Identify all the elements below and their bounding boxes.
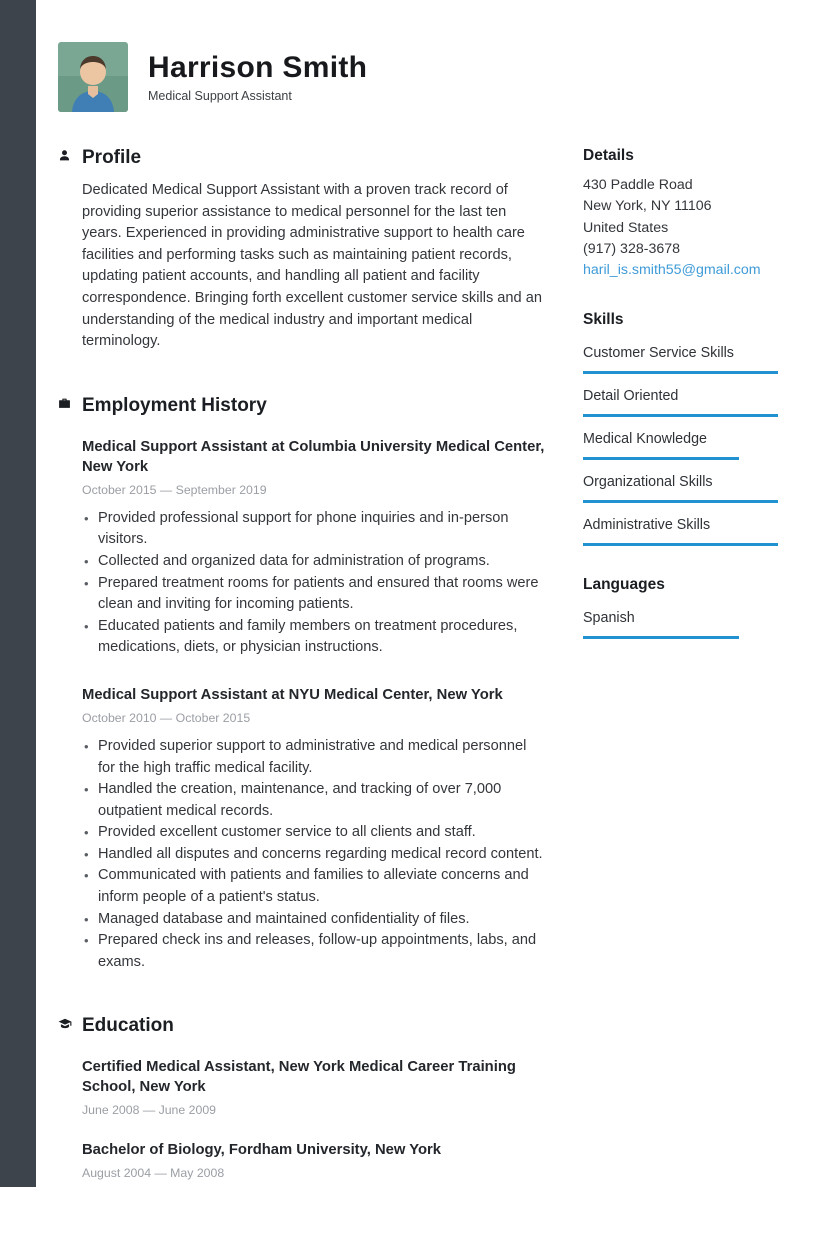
language-bar: [583, 636, 778, 639]
languages-heading: Languages: [583, 576, 665, 594]
job-bullet: • Collected and organized data for administration of programs.: [82, 551, 547, 573]
header-text: [148, 51, 367, 103]
person-job-title: Medical Support Assistant: [148, 89, 292, 103]
skill-label: Administrative Skills: [583, 517, 711, 534]
email-link[interactable]: haril_is.smith55@gmail.com: [583, 262, 761, 279]
skills-block: [583, 309, 778, 546]
briefcase-icon: [58, 393, 82, 974]
left-accent-strip: [0, 0, 36, 1187]
skill-bar: [583, 500, 778, 503]
details-heading: Details: [583, 147, 634, 164]
education-dates: June 2008 — June 2009: [82, 1103, 217, 1118]
person-name: Harrison Smith: [148, 51, 368, 84]
education-body: [82, 1013, 547, 1180]
profile-photo-image: [58, 42, 128, 112]
education-title: Bachelor of Biology, Fordham University, New York: [82, 1142, 442, 1159]
content-columns: [58, 145, 778, 1180]
skill-label: Customer Service Skills: [583, 345, 734, 362]
section-employment: [58, 393, 547, 974]
person-icon: [58, 145, 82, 353]
language-bar-fill: [583, 636, 739, 639]
languages-block: [583, 574, 778, 639]
skill-bar: [583, 414, 778, 417]
education-dates: August 2004 — May 2008: [82, 1166, 225, 1181]
details-block: [583, 145, 778, 281]
skill-bar-fill: [583, 500, 778, 503]
job-title: Medical Support Assistant at NYU Medical Center, New York: [82, 686, 503, 703]
job-bullet: • Provided excellent customer service to all clients and staff.: [82, 822, 547, 844]
skill-bar-fill: [583, 414, 778, 417]
job-title: Medical Support Assistant at Columbia University Medical Center, New York: [82, 438, 545, 475]
section-education: [58, 1013, 547, 1180]
profile-heading: Profile: [82, 147, 142, 168]
skill-label: Medical Knowledge: [583, 431, 707, 448]
skill-item: [583, 387, 778, 417]
job-bullet: • Provided superior support to administrative and medical personnel for the high traffic medical facility.: [82, 736, 547, 779]
graduation-cap-icon: [58, 1013, 82, 1180]
skill-bar: [583, 371, 778, 374]
skills-heading: Skills: [583, 311, 624, 329]
employment-body: [82, 393, 547, 974]
job-entry: [82, 685, 547, 974]
education-title: Certified Medical Assistant, New York Medical Career Training School, New York: [82, 1059, 516, 1096]
job-bullet: • Managed database and maintained confidentiality of files.: [82, 909, 547, 931]
skill-bar-fill: [583, 371, 778, 374]
job-bullet-list: [82, 508, 547, 659]
education-entry: [82, 1057, 547, 1117]
profile-photo: [58, 42, 128, 112]
language-label: Spanish: [583, 610, 635, 627]
skill-bar: [583, 543, 778, 546]
job-bullet-list: [82, 736, 547, 974]
job-dates: October 2010 — October 2015: [82, 710, 251, 725]
skill-bar-fill: [583, 457, 739, 460]
phone-number: (917) 328-3678: [583, 240, 681, 257]
education-heading: Education: [82, 1015, 174, 1037]
employment-heading: Employment History: [82, 394, 267, 416]
language-item: [583, 609, 778, 639]
main-column: [58, 145, 547, 1180]
address-line: 430 Paddle Road: [583, 177, 693, 193]
section-profile: [58, 145, 547, 353]
skill-label: Detail Oriented: [583, 388, 679, 405]
job-entry: [82, 437, 547, 659]
job-bullet: • Prepared check ins and releases, follow-up appointments, labs, and exams.: [82, 930, 547, 973]
resume-page: [36, 0, 840, 1240]
skill-label: Organizational Skills: [583, 474, 713, 491]
skill-bar-fill: [583, 543, 778, 546]
header: [58, 42, 778, 112]
profile-body: [82, 145, 547, 353]
skill-item: [583, 473, 778, 503]
country-line: United States: [583, 219, 669, 236]
city-line: New York, NY 11106: [583, 198, 712, 215]
job-bullet: • Prepared treatment rooms for patients and ensured that rooms were clean and inviting for incoming patients.: [82, 573, 547, 616]
skill-bar: [583, 457, 778, 460]
job-bullet: • Educated patients and family members on treatment procedures, medications, diets, or physician instructions.: [82, 616, 547, 659]
skill-item: [583, 344, 778, 374]
skill-item: [583, 430, 778, 460]
job-dates: October 2015 — September 2019: [82, 482, 267, 497]
job-bullet: • Handled the creation, maintenance, and tracking of over 7,000 outpatient medical records.: [82, 779, 547, 822]
job-bullet: • Handled all disputes and concerns regarding medical record content.: [82, 844, 547, 866]
skill-item: [583, 516, 778, 546]
sidebar-column: [583, 145, 778, 1180]
job-bullet: • Communicated with patients and families to alleviate concerns and inform people of a patient's status.: [82, 865, 547, 908]
profile-text: Dedicated Medical Support Assistant with a proven track record of providing superior assistance to medical personnel for the last ten years. Experienced in providing administrative support to health care facilities and performing tasks such as maintaining patient records, updating patient accounts, and handling all patient and facility correspondence. Bringing forth excellent customer service skills and an understanding of the medical industry and important medical terminology.: [82, 182, 542, 350]
job-bullet: • Provided professional support for phone inquiries and in-person visitors.: [82, 508, 547, 551]
education-entry: [82, 1140, 547, 1180]
